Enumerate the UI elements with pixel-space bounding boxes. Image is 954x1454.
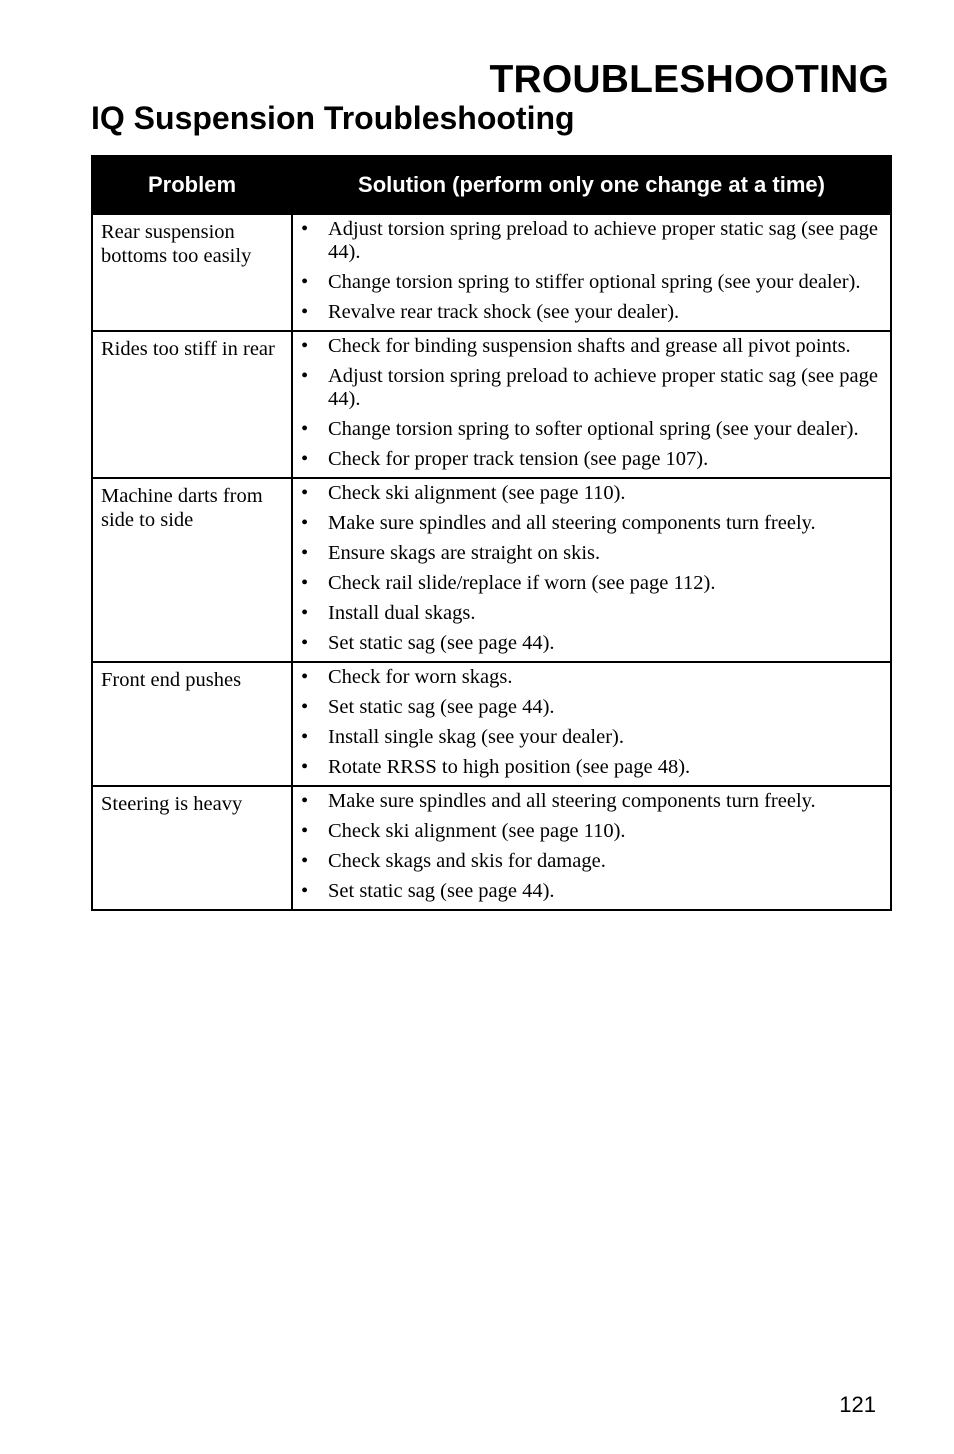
solution-text: Check for worn skags. bbox=[328, 666, 513, 688]
solution-item bbox=[301, 335, 880, 358]
solution-item bbox=[301, 572, 880, 595]
solution-item bbox=[301, 666, 880, 689]
table-row bbox=[92, 214, 891, 331]
solution-text: Check skags and skis for damage. bbox=[328, 850, 606, 872]
solution-text: Make sure spindles and all steering components turn freely. bbox=[328, 790, 816, 812]
bullet-icon: • bbox=[301, 880, 309, 902]
chapter-title: TROUBLESHOOTING bbox=[489, 58, 889, 101]
bullet-icon: • bbox=[301, 632, 309, 654]
solution-item bbox=[301, 448, 880, 471]
solution-cell bbox=[292, 786, 891, 910]
bullet-icon: • bbox=[301, 482, 309, 504]
solution-item bbox=[301, 790, 880, 813]
solution-list bbox=[301, 666, 880, 779]
bullet-icon: • bbox=[301, 365, 309, 387]
solution-list bbox=[301, 218, 880, 324]
solution-text: Adjust torsion spring preload to achieve proper static sag (see page 44). bbox=[328, 365, 878, 410]
problem-cell: Steering is heavy bbox=[92, 786, 292, 910]
bullet-icon: • bbox=[301, 271, 309, 293]
solution-item bbox=[301, 271, 880, 294]
bullet-icon: • bbox=[301, 756, 309, 778]
bullet-icon: • bbox=[301, 850, 309, 872]
solution-item bbox=[301, 301, 880, 324]
problem-cell: Front end pushes bbox=[92, 662, 292, 786]
solution-text: Check for binding suspension shafts and grease all pivot points. bbox=[328, 335, 851, 357]
solution-item bbox=[301, 418, 880, 441]
table-row bbox=[92, 331, 891, 478]
page-number: 121 bbox=[839, 1392, 876, 1417]
solution-text: Make sure spindles and all steering components turn freely. bbox=[328, 512, 816, 534]
solution-column-header: Solution (perform only one change at a time) bbox=[292, 156, 891, 214]
solution-cell bbox=[292, 662, 891, 786]
solution-item bbox=[301, 512, 880, 535]
solution-text: Rotate RRSS to high position (see page 48). bbox=[328, 756, 691, 778]
bullet-icon: • bbox=[301, 542, 309, 564]
solution-text: Install single skag (see your dealer). bbox=[328, 726, 625, 748]
bullet-icon: • bbox=[301, 726, 309, 748]
table-header-row bbox=[92, 156, 891, 214]
solution-text: Adjust torsion spring preload to achieve proper static sag (see page 44). bbox=[328, 218, 878, 263]
problem-column-header: Problem bbox=[92, 156, 292, 214]
bullet-icon: • bbox=[301, 448, 309, 470]
solution-text: Change torsion spring to softer optional spring (see your dealer). bbox=[328, 418, 859, 440]
solution-text: Set static sag (see page 44). bbox=[328, 696, 555, 718]
solution-item bbox=[301, 365, 880, 411]
bullet-icon: • bbox=[301, 602, 309, 624]
solution-item bbox=[301, 880, 880, 903]
table-body bbox=[92, 214, 891, 910]
solution-item bbox=[301, 542, 880, 565]
solution-text: Check ski alignment (see page 110). bbox=[328, 820, 626, 842]
solution-list bbox=[301, 790, 880, 903]
bullet-icon: • bbox=[301, 666, 309, 688]
table-row bbox=[92, 662, 891, 786]
solution-text: Check for proper track tension (see page 107). bbox=[328, 448, 709, 470]
solution-text: Check rail slide/replace if worn (see page 112). bbox=[328, 572, 716, 594]
solution-list bbox=[301, 335, 880, 471]
solution-text: Change torsion spring to stiffer optional spring (see your dealer). bbox=[328, 271, 861, 293]
solution-text: Set static sag (see page 44). bbox=[328, 632, 555, 654]
section-title: IQ Suspension Troubleshooting bbox=[91, 100, 575, 136]
table-row bbox=[92, 478, 891, 662]
solution-text: Set static sag (see page 44). bbox=[328, 880, 555, 902]
solution-item bbox=[301, 726, 880, 749]
solution-cell bbox=[292, 331, 891, 478]
problem-cell: Rides too stiff in rear bbox=[92, 331, 292, 478]
solution-item bbox=[301, 632, 880, 655]
bullet-icon: • bbox=[301, 418, 309, 440]
solution-item bbox=[301, 218, 880, 264]
solution-item bbox=[301, 850, 880, 873]
bullet-icon: • bbox=[301, 572, 309, 594]
solution-item bbox=[301, 696, 880, 719]
bullet-icon: • bbox=[301, 335, 309, 357]
bullet-icon: • bbox=[301, 301, 309, 323]
solution-text: Install dual skags. bbox=[328, 602, 476, 624]
bullet-icon: • bbox=[301, 218, 309, 240]
solution-item bbox=[301, 602, 880, 625]
problem-cell: Rear suspension bottoms too easily bbox=[92, 214, 292, 331]
table-row bbox=[92, 786, 891, 910]
bullet-icon: • bbox=[301, 820, 309, 842]
solution-item bbox=[301, 820, 880, 843]
bullet-icon: • bbox=[301, 790, 309, 812]
troubleshooting-table bbox=[91, 155, 892, 911]
solution-text: Check ski alignment (see page 110). bbox=[328, 482, 626, 504]
problem-cell: Machine darts from side to side bbox=[92, 478, 292, 662]
bullet-icon: • bbox=[301, 696, 309, 718]
solution-cell bbox=[292, 214, 891, 331]
solution-text: Revalve rear track shock (see your dealer). bbox=[328, 301, 680, 323]
solution-cell bbox=[292, 478, 891, 662]
bullet-icon: • bbox=[301, 512, 309, 534]
solution-item bbox=[301, 482, 880, 505]
solution-item bbox=[301, 756, 880, 779]
solution-list bbox=[301, 482, 880, 655]
solution-text: Ensure skags are straight on skis. bbox=[328, 542, 601, 564]
